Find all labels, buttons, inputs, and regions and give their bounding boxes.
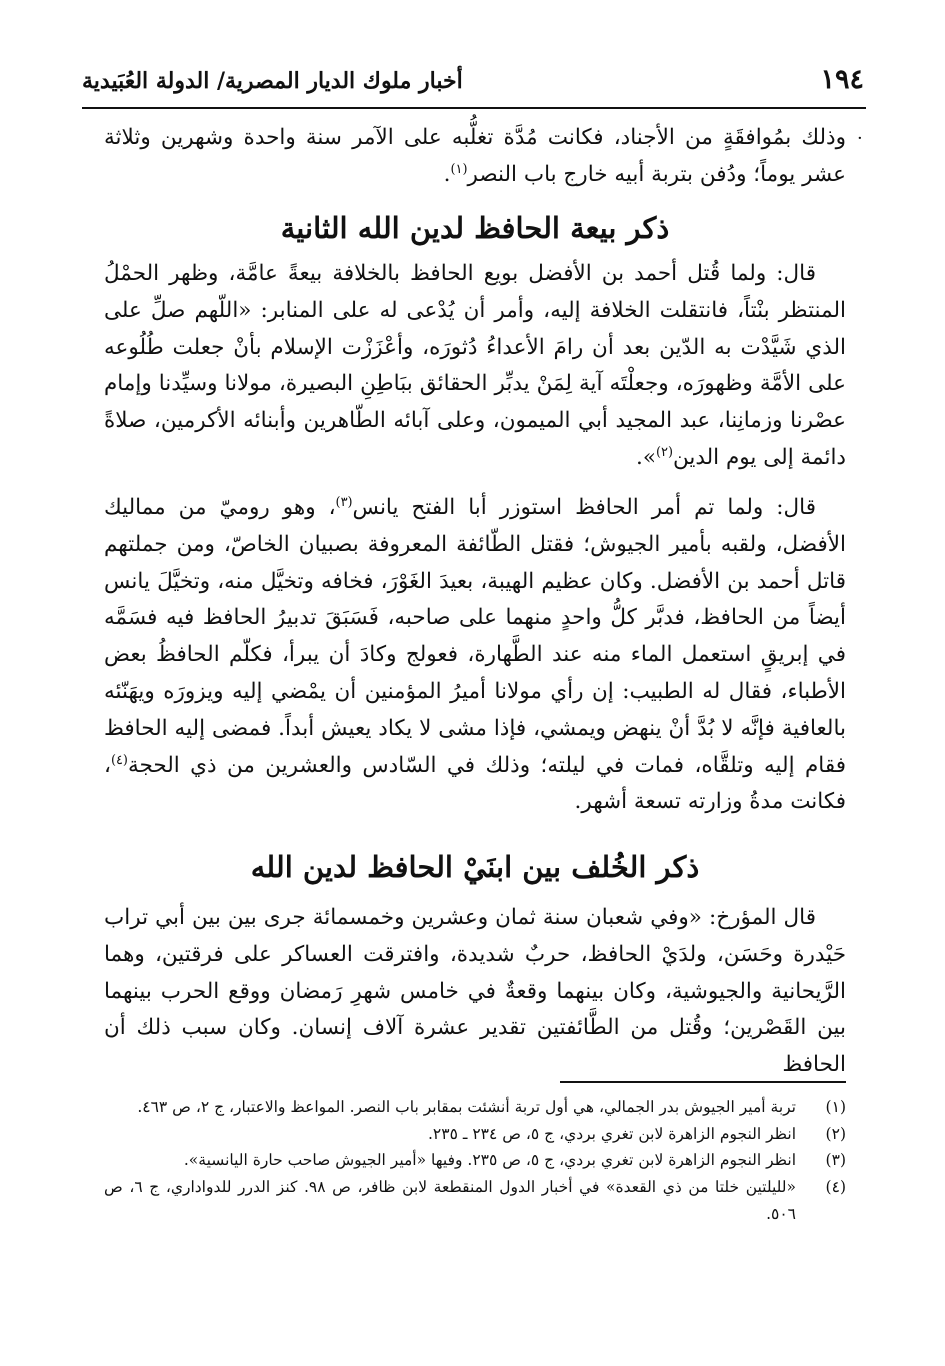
paragraph-dispute: قال المؤرخ: «وفي شعبان سنة ثمان وعشرين وخمسمائة جرى بين بين أبي تراب حَيْدرة وحَسَن، ولدَيْ الحافظ، حربٌ شديدة، وافترقت العساكر على فرقتين، وهما الرَّيحانية والجيوشية، وكان بينهما وقعةٌ في خامس شهرِ رَمضان ووقع الحرب بينهما بين القَصْرين؛ وقُتل من الطَّائفتين تقدير عشرة آلاف إنسان. وكان سبب ذلك أن الحافظ	[104, 905, 846, 1078]
footnote-3	[104, 1147, 846, 1174]
paragraph-hafiz-allegiance: قال: ولما قُتل أحمد بن الأفضل بويع الحافظ بالخلافة بيعةً عامَّة، وظهر الحمْلُ المنتظر بنْتاً، فانتقلت الخلافة إليه، وأمر أن يُدْعى له على المنابر: «اللّهم صلِّ على الذي شَيَّدْت به الدّين بعد أن رامَ الأعداءُ دُثورَه، وأعْزَزْت الإسلام بأنْ جعلت طُلُوعه على الأمَّة وظهورَه، وجعلْتَه آية لِمَنْ يدبِّر الحقائق ببَاطِنِ البصيرة، مولانا وسيِّدنا وإمام عصْرنا وزمانِنا، عبد المجيد أبي الميمون، وعلى آبائه الطّاهرين وأبنائه الأكرمين، صلاةً دائمة إلى يوم الدين$^{(٢)}$».	[104, 261, 846, 470]
footnote-4	[104, 1174, 846, 1227]
header-rule	[82, 107, 866, 109]
paragraph-yanis: قال: ولما تم أمر الحافظ استوزر أبا الفتح يانس$^{(٣)}$، وهو روميّ من مماليك الأفضل، ولقبه بأمير الجيوش؛ فقتل الطّائفة المعروفة بصبيان الخاصّ، ومن جملتهم قاتل أحمد بن الأفضل. وكان عظيم الهيبة، بعيدَ الغَوْرَ، فخافه وتخيَّل منه، وتخيَّلَ يانس أيضاً من الحافظ، فدبَّر كلُّ واحدٍ منهما على صاحبه، فَسَبَقَ تدبيرُ الحافظ فيه فسَمَّه في إبريقٍ استعمل الماء منه عند الطَّهارة، فعولج وكادَ أن يبرأ، فكلّم الحافظُ بعض الأطباء، فقال له الطبيب: إن رأي مولانا أميرُ المؤمنين أن يمْضي إليه ويزورَه ويهَنّئه بالعافية فإنَّه لا بُدَّ أنْ ينهض ويمشي، فإذا مشى لا يكاد يعيش أبداً. فمضى إليه الحافظ فقام إليه وتلقَّاه، فمات في ليلته؛ وذلك في السّادس والعشرين من ذي الحجة$^{(٤)}$، فكانت مدةُ وزارته تسعة أشهر.	[104, 494, 846, 815]
footnote-number: (١)	[825, 1098, 846, 1116]
footnotes	[104, 1094, 846, 1228]
running-title: أخبار ملوك الديار المصرية/ الدولة العُبَيدية	[82, 68, 463, 94]
intro-paragraph: وذلك بمُوافقَةٍ من الأجناد، فكانت مُدَّة تغلُّبه على الآمر سنة واحدة وشهرين وثلاثة عشر يوماً؛ ودُفن بتربة أبيه خارج باب النصر$^{(١)}$.	[104, 125, 846, 187]
page-header	[82, 62, 864, 106]
page-number: ١٩٤	[820, 64, 864, 95]
footnote-text: انظر النجوم الزاهرة لابن تغري بردي، ج ٥، ص ٢٣٥. وفيها «أمير الجيوش صاحب حارة اليانسية».	[183, 1151, 796, 1170]
section-heading-1: ذكر بيعة الحافظ لدين الله الثانية	[280, 211, 670, 245]
footnote-2	[104, 1121, 846, 1148]
footnote-text: انظر النجوم الزاهرة لابن تغري بردي، ج ٥، ص ٢٣٤ ـ ٢٣٥.	[427, 1124, 796, 1143]
footnote-number: (٤)	[825, 1178, 846, 1197]
footnote-ref-2: (٢)	[656, 444, 673, 460]
footnote-number: (٣)	[825, 1151, 846, 1170]
footnote-ref-3: (٣)	[335, 494, 353, 510]
footnote-text: تربة أمير الجيوش بدر الجمالي، هي أول تربة أنشئت بمقابر باب النصر. المواعظ والاعتبار، ج ٢، ص ٤٦٣.	[137, 1098, 796, 1116]
footnote-rule	[560, 1081, 846, 1083]
footnote-number: (٢)	[825, 1124, 846, 1143]
footnote-text: «لليلتين خلتا من ذي القعدة» في أخبار الدول المنقطعة لابن ظافر، ص ٩٨. كنز الدرر للدواداري، ج ٦، ص ٥٠٦.	[104, 1178, 797, 1223]
footnote-1	[104, 1094, 846, 1121]
footnote-ref-4: (٤)	[110, 752, 128, 768]
margin-mark: ·	[857, 128, 863, 149]
footnote-ref-1: (١)	[450, 161, 468, 177]
section-heading-2: ذكر الخُلف بين ابنَيْ الحافظ لدين الله	[250, 850, 700, 884]
